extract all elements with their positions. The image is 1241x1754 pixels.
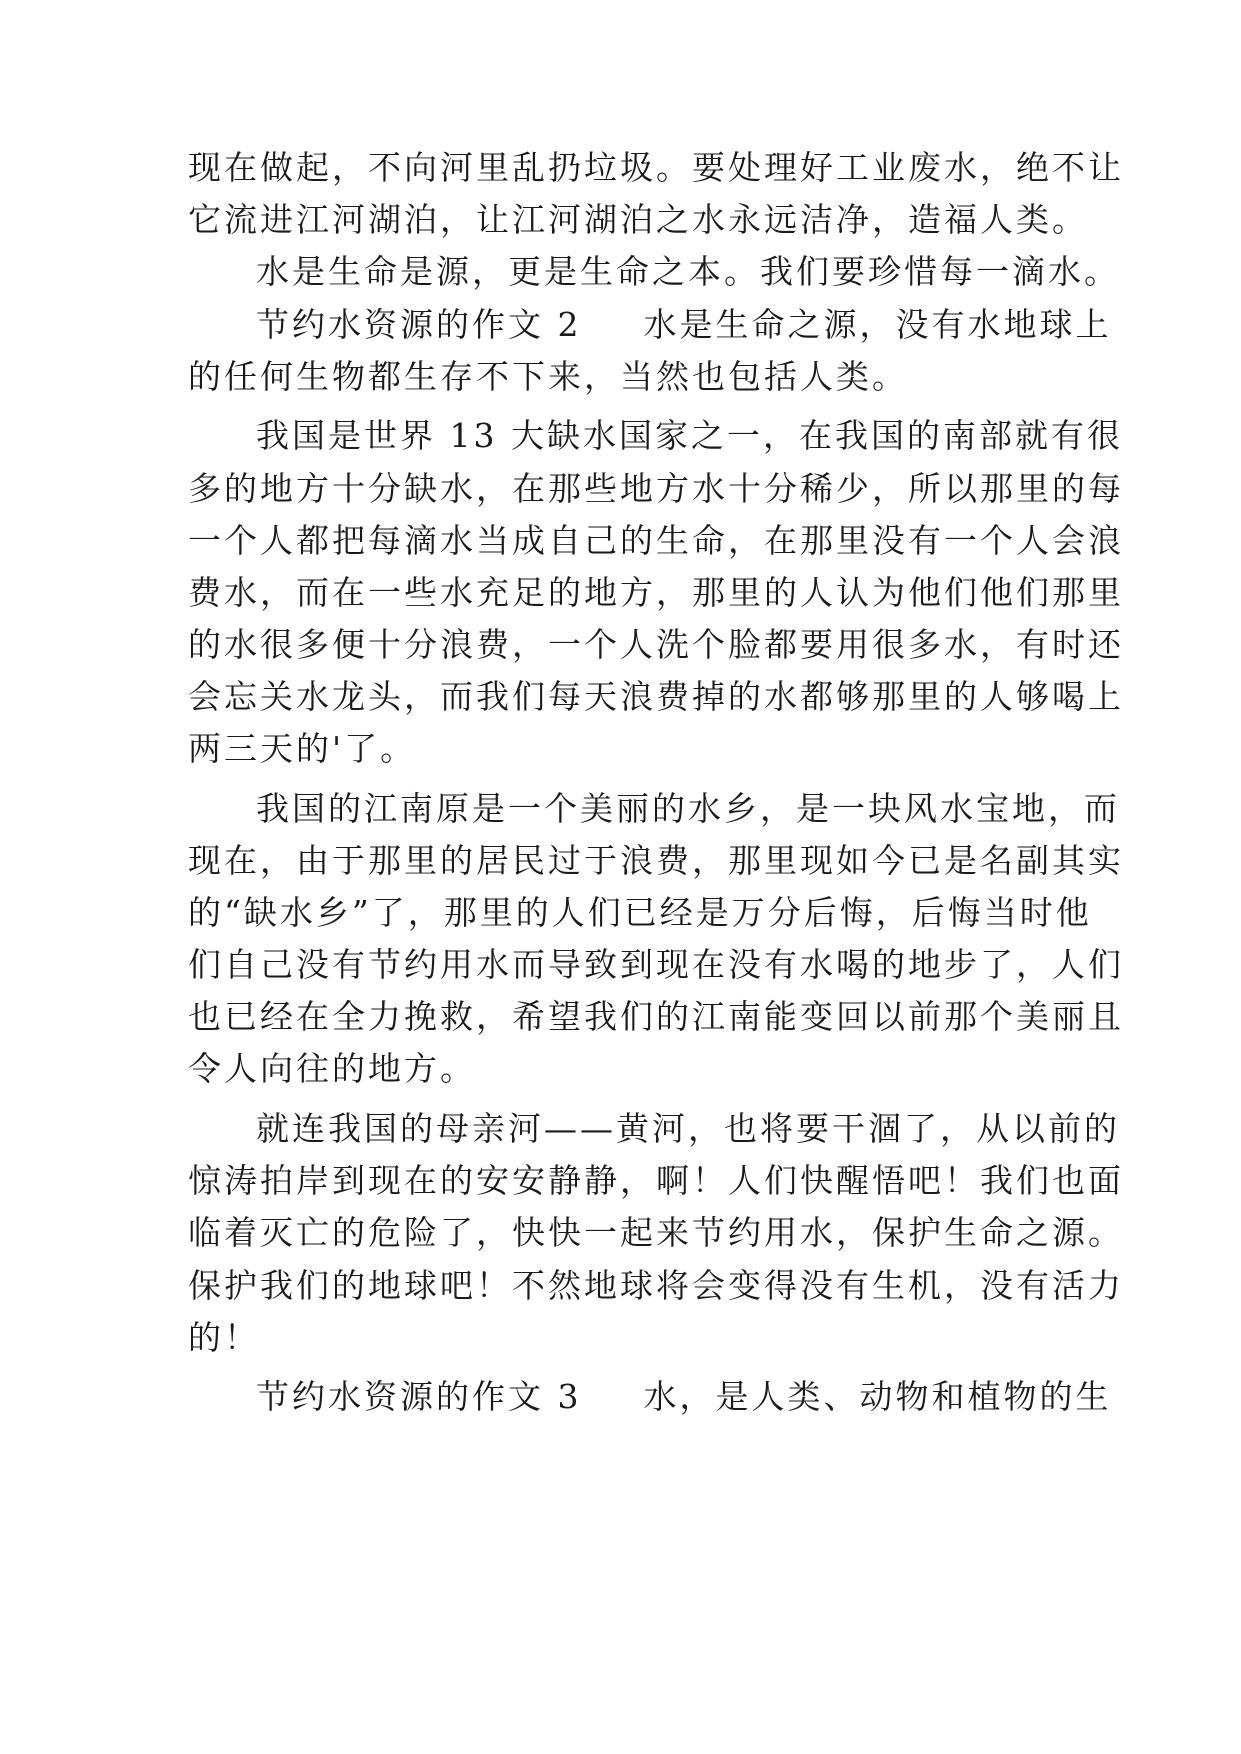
text-line: 令人向往的地方。 xyxy=(188,1049,476,1088)
text-line: 们自己没有节约用水而导致到现在没有水喝的地步了，人们 xyxy=(188,945,1124,984)
text-line: 的！ xyxy=(188,1318,260,1357)
text-line: 一个人都把每滴水当成自己的生命，在那里没有一个人会浪 xyxy=(188,521,1124,560)
text-line: 多的地方十分缺水，在那些地方水十分稀少，所以那里的每 xyxy=(188,469,1124,508)
text-line: 水是生命是源，更是生命之本。我们要珍惜每一滴水。 xyxy=(256,252,1120,291)
text-line: 我国的江南原是一个美丽的水乡，是一块风水宝地，而 xyxy=(256,789,1120,828)
essay-title: 节约水资源的作文 3 xyxy=(256,1377,582,1416)
text-line: 费水，而在一些水充足的地方，那里的人认为他们他们那里 xyxy=(188,573,1124,612)
text-line: 会忘关水龙头，而我们每天浪费掉的水都够那里的人够喝上 xyxy=(188,677,1124,716)
text-line: 我国是世界 13 大缺水国家之一，在我国的南部就有很 xyxy=(256,416,1123,455)
essay-heading-3 xyxy=(256,1377,1112,1417)
text-line: 就连我国的母亲河——黄河，也将要干涸了，从以前的 xyxy=(256,1109,1120,1148)
text-line: 的任何生物都生存不下来，当然也包括人类。 xyxy=(188,357,908,396)
essay-title: 节约水资源的作文 2 xyxy=(256,305,582,344)
essay-opening: 水是生命之源，没有水地球上 xyxy=(643,305,1112,344)
essay-opening: 水，是人类、动物和植物的生 xyxy=(643,1377,1112,1416)
text-line: 它流进江河湖泊，让江河湖泊之水永远洁净，造福人类。 xyxy=(188,200,1088,239)
text-line: 两三天的'了。 xyxy=(188,729,417,768)
text-line: 现在做起，不向河里乱扔垃圾。要处理好工业废水，绝不让 xyxy=(188,148,1124,187)
text-line: 惊涛拍岸到现在的安安静静，啊！人们快醒悟吧！我们也面 xyxy=(188,1161,1124,1200)
text-line: 的“缺水乡”了，那里的人们已经是万分后悔，后悔当时他 xyxy=(188,893,1092,932)
text-line: 现在，由于那里的居民过于浪费，那里现如今已是名副其实 xyxy=(188,841,1124,880)
essay-heading-2 xyxy=(256,305,1112,345)
text-line: 的水很多便十分浪费，一个人洗个脸都要用很多水，有时还 xyxy=(188,625,1124,664)
text-line: 保护我们的地球吧！不然地球将会变得没有生机，没有活力 xyxy=(188,1266,1124,1305)
text-line: 也已经在全力挽救，希望我们的江南能变回以前那个美丽且 xyxy=(188,997,1124,1036)
text-line: 临着灭亡的危险了，快快一起来节约用水，保护生命之源。 xyxy=(188,1213,1124,1252)
